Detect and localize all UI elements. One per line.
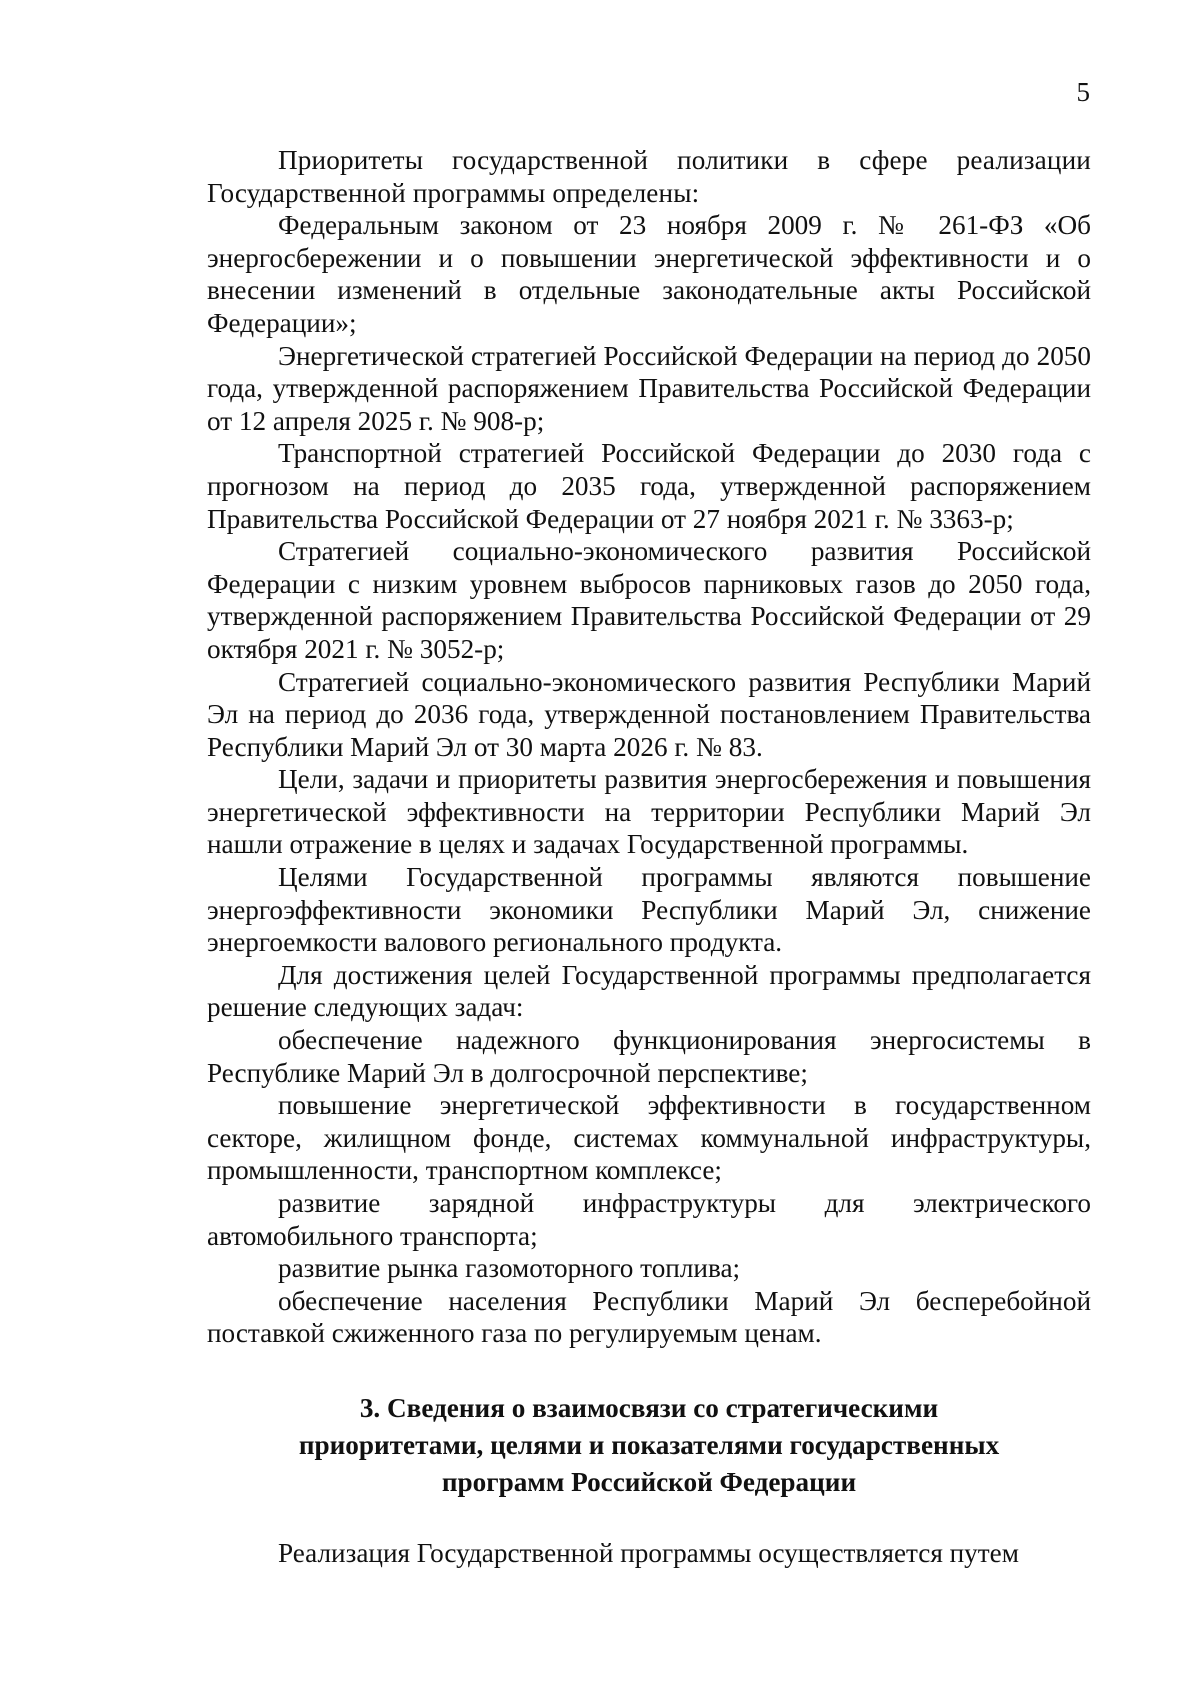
paragraph-low-emission-strategy: Стратегией социально-экономического развития Российской Федерации с низким уровнем выбросов парниковых газов до 2050 года, утвержденной распоряжением Правительства Российской Федерации от 29 октября 2021 г. № 3052-р; [207, 536, 1091, 664]
document-body [207, 144, 1091, 1570]
section-heading-line: приоритетами, целями и показателями государственных [298, 1429, 1000, 1460]
paragraph-task-efficiency: повышение энергетической эффективности в государственном секторе, жилищном фонде, системах коммунальной инфраструктуры, промышленности, транспортном комплексе; [207, 1090, 1091, 1186]
paragraph-task-gas-fuel: развитие рынка газомоторного топлива; [278, 1253, 741, 1284]
paragraph-tasks-intro: Для достижения целей Государственной программы предполагается решение следующих задач: [207, 959, 1091, 1023]
paragraph-implementation: Реализация Государственной программы осуществляется путем [278, 1537, 1019, 1568]
page-number: 5 [1076, 77, 1090, 107]
paragraph-transport-strategy: Транспортной стратегией Российской Федерации до 2030 года с прогнозом на период до 2035 года, утвержденной распоряжением Правительства Российской Федерации от 27 ноября 2021 г. № 3363-р; [207, 438, 1091, 534]
paragraph-task-reliability: обеспечение надежного функционирования энергосистемы в Республике Марий Эл в долгосрочной перспективе; [207, 1025, 1091, 1088]
section-heading-line: 3. Сведения о взаимосвязи со стратегическими [359, 1392, 939, 1423]
paragraph-energy-strategy: Энергетической стратегией Российской Федерации на период до 2050 года, утвержденной распоряжением Правительства Российской Федерации от 12 апреля 2025 г. № 908-р; [207, 340, 1091, 436]
paragraph-program-goals: Целями Государственной программы являются повышение энергоэффективности экономики Республики Марий Эл, снижение энергоемкости валового регионального продукта. [207, 862, 1091, 958]
paragraph-federal-law: Федеральным законом от 23 ноября 2009 г. № 261-ФЗ «Об энергосбережении и о повышении энергетической эффективности и о внесении изменений в отдельные законодательные акты Российской Федерации»; [207, 210, 1091, 338]
paragraph-task-charging: развитие зарядной инфраструктуры для электрического автомобильного транспорта; [207, 1188, 1091, 1251]
paragraph-goals-reflection: Цели, задачи и приоритеты развития энергосбережения и повышения энергетической эффективности на территории Республики Марий Эл нашли отражение в целях и задачах Государственной программы. [207, 764, 1091, 860]
section-heading [207, 1390, 1091, 1501]
paragraph-task-liquefied-gas: обеспечение населения Республики Марий Эл бесперебойной поставкой сжиженного газа по регулируемым ценам. [207, 1285, 1091, 1349]
paragraph-mari-el-strategy: Стратегией социально-экономического развития Республики Марий Эл на период до 2036 года, утвержденной постановлением Правительства Республики Марий Эл от 30 марта 2026 г. № 83. [207, 666, 1091, 762]
section-heading-line: программ Российской Федерации [441, 1466, 857, 1497]
paragraph-priorities-intro: Приоритеты государственной политики в сфере реализации Государственной программы определены: [207, 145, 1091, 208]
